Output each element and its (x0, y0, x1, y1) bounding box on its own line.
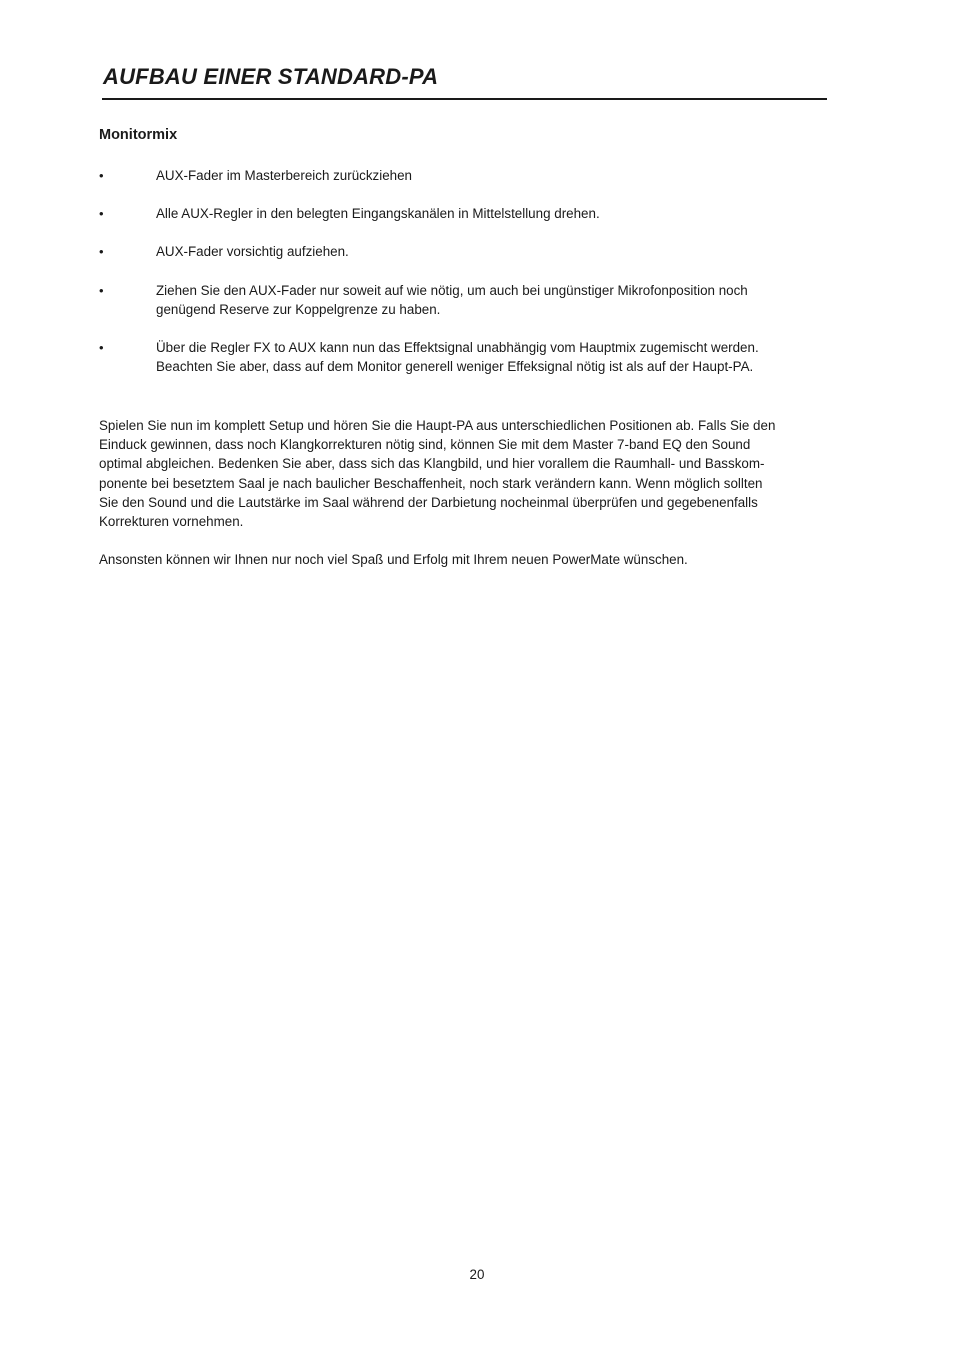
list-item-line: AUX-Fader im Masterbereich zurückziehen (156, 168, 413, 183)
list-item (99, 166, 829, 185)
bullet-icon: • (99, 206, 104, 222)
list-item-line: genügend Reserve zur Koppelgrenze zu haben. (156, 301, 441, 317)
paragraph-line: Sie den Sound und die Lautstärke im Saal während der Darbietung nocheinmal überprüfen und gegebenenfalls (99, 494, 758, 510)
paragraph-line: Spielen Sie nun im komplett Setup und hören Sie die Haupt-PA aus unterschiedlichen Positionen ab. Falls Sie den (99, 418, 776, 433)
page-number: 20 (469, 1267, 485, 1282)
monitormix-bullet-list (99, 166, 829, 395)
list-item (99, 281, 829, 319)
list-item (99, 204, 829, 223)
list-item (99, 338, 829, 376)
paragraph-line: Korrekturen vornehmen. (99, 514, 244, 530)
paragraph-line: optimal abgleichen. Bedenken Sie aber, dass sich das Klangbild, und hier vorallem die Raumhall- und Basskom- (99, 456, 765, 472)
bullet-icon: • (99, 340, 104, 356)
body-paragraph-sound-check (99, 416, 834, 531)
paragraph-line: Ansonsten können wir Ihnen nur noch viel Spaß und Erfolg mit Ihrem neuen PowerMate wünschen. (99, 552, 688, 567)
title-divider (102, 98, 827, 100)
list-item-line: Beachten Sie aber, dass auf dem Monitor generell weniger Effeksignal nötig ist als auf der Haupt-PA. (156, 359, 754, 375)
list-item (99, 242, 829, 261)
bullet-icon: • (99, 282, 104, 298)
list-item-line: Ziehen Sie den AUX-Fader nur soweit auf wie nötig, um auch bei ungünstiger Mikrofonposition noch (156, 282, 748, 298)
section-heading-monitormix: Monitormix (99, 127, 178, 143)
list-item-line: Alle AUX-Regler in den belegten Eingangskanälen in Mittelstellung drehen. (156, 206, 600, 222)
bullet-icon: • (99, 244, 104, 260)
paragraph-line: Einduck gewinnen, dass noch Klangkorrekturen nötig sind, können Sie mit dem Master 7-band EQ den Sound (99, 437, 751, 453)
bullet-icon: • (99, 168, 104, 183)
paragraph-line: ponente bei besetztem Saal je nach baulicher Beschaffenheit, noch stark verändern kann. Wenn möglich sollten (99, 475, 763, 491)
list-item-line: AUX-Fader vorsichtig aufziehen. (156, 244, 349, 260)
page-title: AUFBAU EINER STANDARD-PA (103, 64, 439, 89)
body-paragraph-closing (99, 550, 834, 569)
list-item-line: Über die Regler FX to AUX kann nun das Effektsignal unabhängig vom Hauptmix zugemischt werden. (156, 340, 759, 356)
